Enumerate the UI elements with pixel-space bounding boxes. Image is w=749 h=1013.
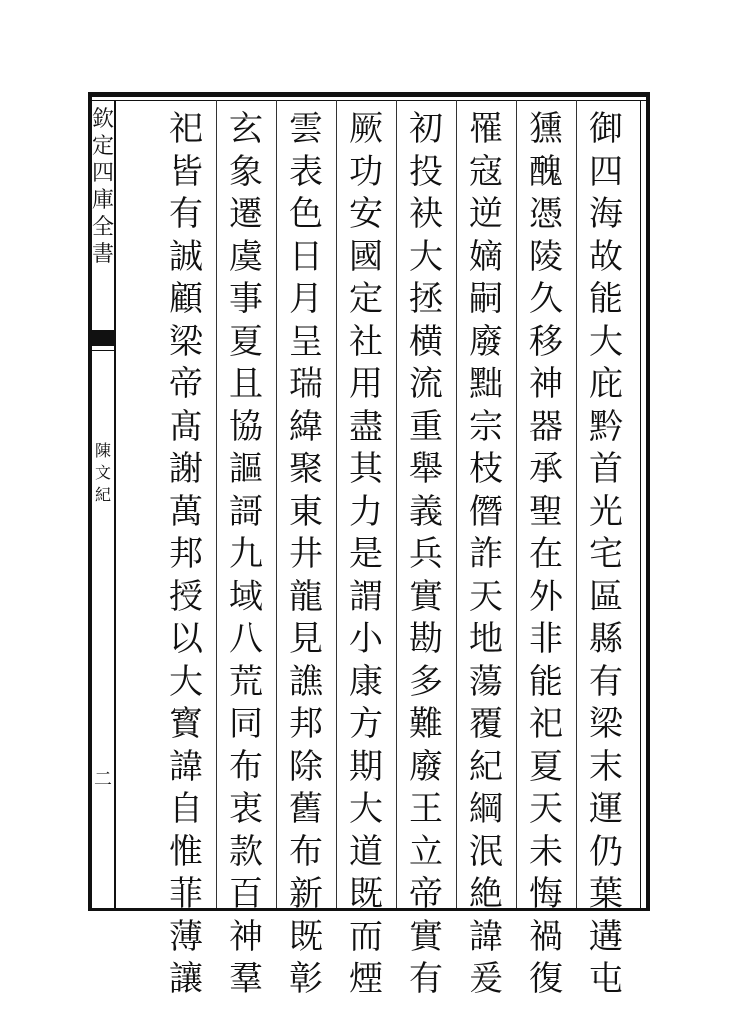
column-divider	[396, 100, 397, 908]
fishtail-line	[92, 350, 114, 351]
column-divider	[336, 100, 337, 908]
text-column: 雲 表 色 日 月 呈 瑞 緯 聚 東 井 龍 見 譙 邦 除 舊 布 新 既 彰	[289, 109, 323, 999]
text-column: 厥 功 安 國 定 社 用 盡 其 力 是 謂 小 康 方 期 大 道 既 而 煙	[349, 109, 383, 999]
frame-top-rule	[88, 92, 650, 97]
text-column: 罹 寇 逆 嫡 嗣 廢 黜 宗 枝 僭 詐 天 地 蕩 覆 紀 綱 泯 絶 諱 爰	[469, 109, 503, 999]
book-title-char: 書	[92, 242, 115, 267]
column-divider	[456, 100, 457, 908]
chapter-title-char: 紀	[94, 485, 111, 504]
text-column: 祀 皆 有 誠 顧 梁 帝 髙 謝 萬 邦 授 以 大 寳 諱 自 惟 菲 薄 讓	[169, 109, 203, 999]
chapter-title	[92, 440, 114, 506]
text-column: 初 投 袂 大 拯 横 流 重 舉 義 兵 實 勘 多 難 廢 王 立 帝 實 有	[409, 109, 443, 999]
column-divider	[516, 100, 517, 908]
book-title-char: 四	[92, 161, 115, 186]
book-title-char: 定	[92, 134, 115, 159]
book-title-char: 全	[92, 215, 115, 240]
column-divider	[576, 100, 577, 908]
page-number: 二	[94, 769, 112, 790]
book-title-char: 庫	[92, 188, 115, 213]
text-column: 玄 象 遷 虞 事 夏 且 協 謳 謌 九 域 八 荒 同 布 衷 款 百 神 羣	[229, 109, 263, 999]
text-column: 御 四 海 故 能 大 庇 黔 首 光 宅 區 縣 有 梁 末 運 仍 葉 遘 屯	[589, 109, 623, 999]
frame-right-rule	[646, 92, 650, 911]
text-column: 獯 醜 憑 陵 久 移 神 器 承 聖 在 外 非 能 祀 夏 天 未 悔 禍 復	[529, 109, 563, 999]
gutter-divider	[114, 100, 116, 908]
column-divider	[276, 100, 277, 908]
book-title-char: 欽	[92, 107, 115, 132]
book-title	[92, 106, 114, 268]
chapter-title-char: 陳	[94, 441, 111, 460]
frame-right-inner-rule	[640, 100, 641, 908]
fishtail-mark	[92, 330, 114, 346]
frame-top-inner-rule	[88, 100, 650, 101]
column-divider	[216, 100, 217, 908]
chapter-title-char: 文	[94, 463, 111, 482]
